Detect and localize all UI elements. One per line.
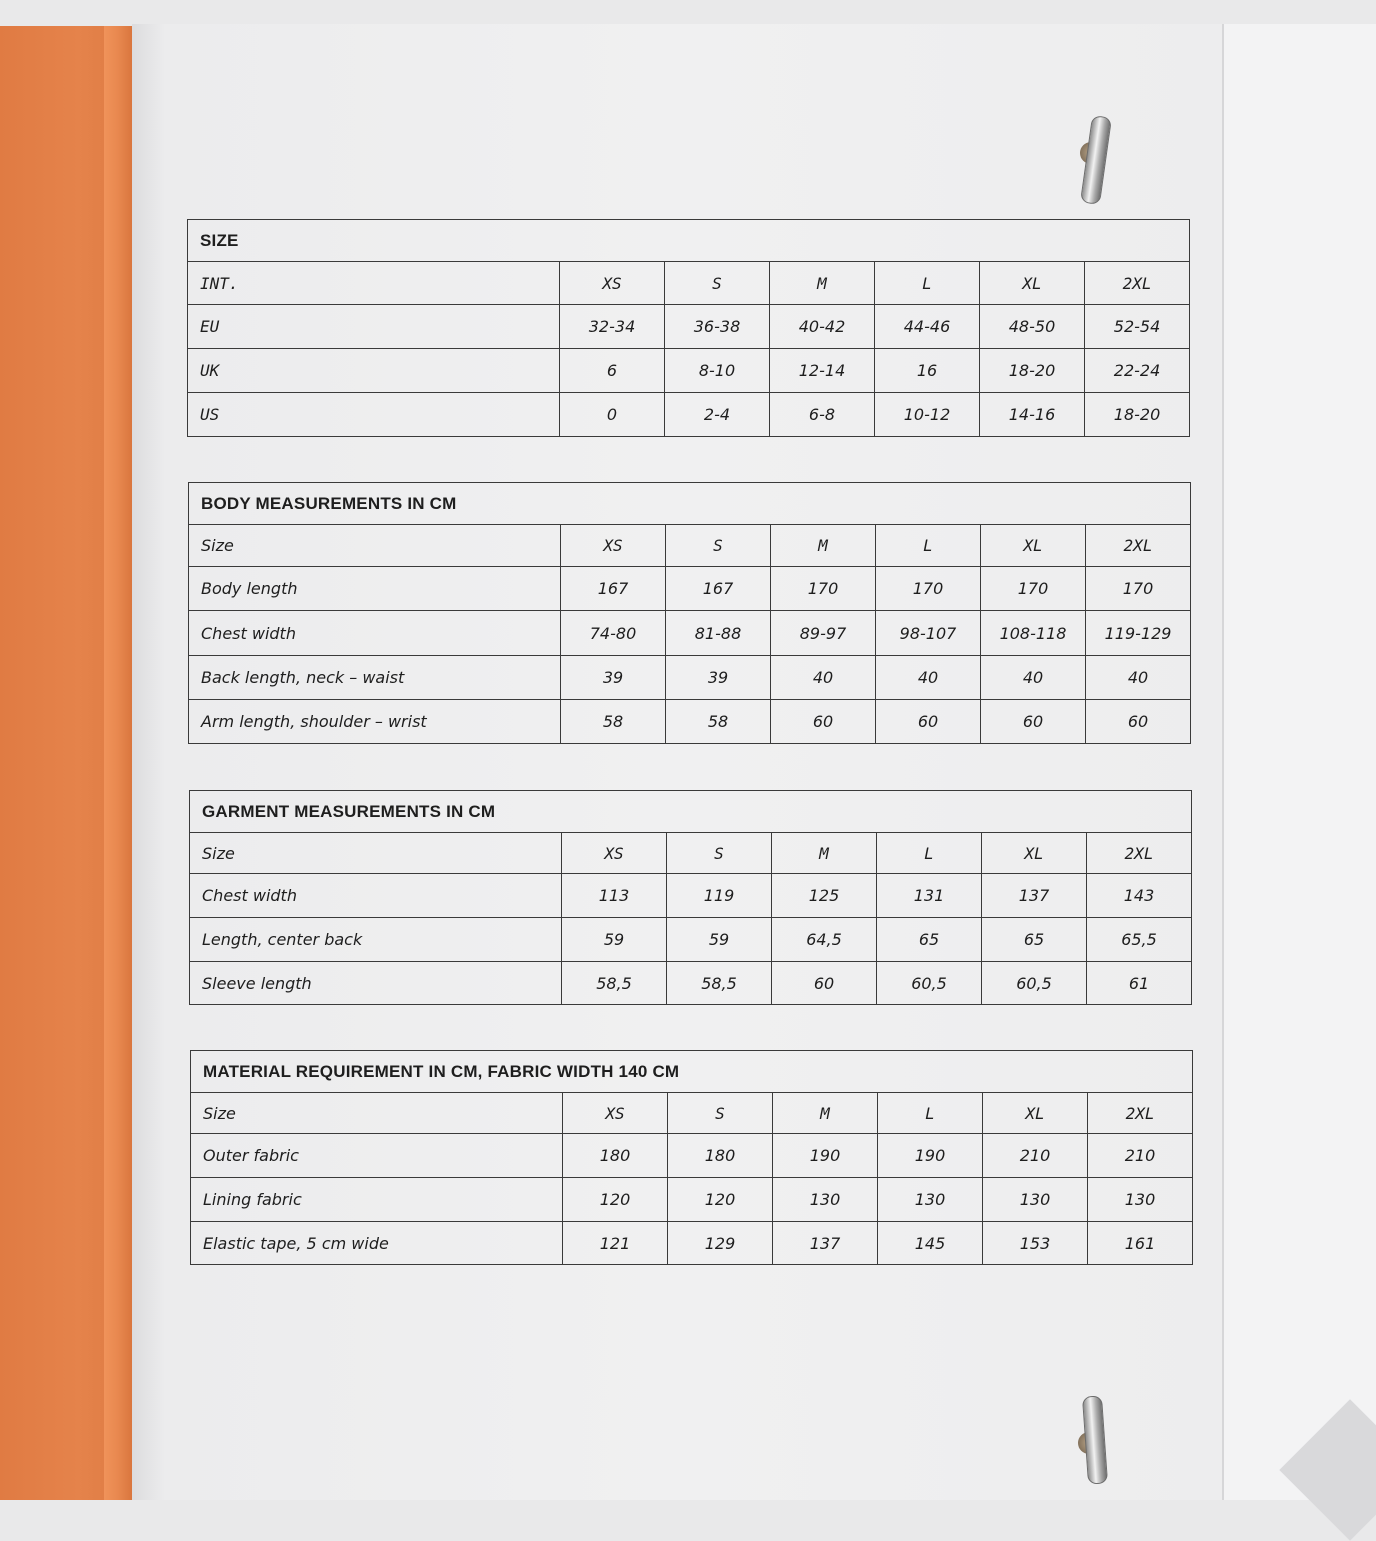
- size-header-cell: XL: [983, 1093, 1088, 1134]
- row-label: Body length: [189, 567, 561, 611]
- table-cell: 130: [878, 1178, 983, 1222]
- table-cell: 190: [773, 1134, 878, 1178]
- table-cell: 121: [563, 1222, 668, 1265]
- table-cell: 65: [877, 918, 982, 962]
- size-header-cell: XL: [982, 833, 1087, 874]
- table-cell: 6: [560, 349, 665, 393]
- row-label: Length, center back: [190, 918, 562, 962]
- table-cell: 120: [563, 1178, 668, 1222]
- table-cell: 2-4: [665, 393, 770, 437]
- table-cell: 81-88: [666, 611, 771, 656]
- size-header-cell: M: [772, 833, 877, 874]
- table-cell: 129: [668, 1222, 773, 1265]
- table-cell: 153: [983, 1222, 1088, 1265]
- table-cell: 18-20: [1085, 393, 1190, 437]
- table-cell: 32-34: [560, 305, 665, 349]
- table-cell: 130: [773, 1178, 878, 1222]
- size-header-cell: 2XL: [1088, 1093, 1193, 1134]
- table-cell: 143: [1087, 874, 1192, 918]
- size-header-cell: S: [667, 833, 772, 874]
- row-label: Sleeve length: [190, 962, 562, 1005]
- table-row: [189, 611, 1191, 656]
- table-row: [188, 393, 1190, 437]
- size-header-cell: L: [877, 833, 982, 874]
- table-cell: 58,5: [667, 962, 772, 1005]
- size-header-cell: XL: [981, 525, 1086, 567]
- table-cell: 170: [876, 567, 981, 611]
- table-cell: 89-97: [771, 611, 876, 656]
- table-cell: 74-80: [561, 611, 666, 656]
- table-cell: 190: [878, 1134, 983, 1178]
- table-cell: 10-12: [875, 393, 980, 437]
- size-header-cell: XS: [563, 1093, 668, 1134]
- table-cell: 44-46: [875, 305, 980, 349]
- table-cell: 119: [667, 874, 772, 918]
- table-cell: 52-54: [1085, 305, 1190, 349]
- table-cell: 130: [1088, 1178, 1193, 1222]
- table-cell: 64,5: [772, 918, 877, 962]
- table-cell: 6-8: [770, 393, 875, 437]
- table-cell: 60: [1086, 700, 1191, 744]
- table-cell: 60: [876, 700, 981, 744]
- table-cell: 167: [666, 567, 771, 611]
- row-label: Elastic tape, 5 cm wide: [191, 1222, 563, 1265]
- table-cell: 167: [561, 567, 666, 611]
- table-cell: 108-118: [981, 611, 1086, 656]
- table-cell: 60: [771, 700, 876, 744]
- table-row: [191, 1222, 1193, 1265]
- table-title: MATERIAL REQUIREMENT IN CM, FABRIC WIDTH 140 CM: [191, 1051, 1193, 1093]
- size-header-cell: M: [773, 1093, 878, 1134]
- row-label: Back length, neck – waist: [189, 656, 561, 700]
- table-cell: 59: [667, 918, 772, 962]
- table-cell: 119-129: [1086, 611, 1191, 656]
- table-cell: 210: [1088, 1134, 1193, 1178]
- table-row: [190, 874, 1192, 918]
- table-row: [191, 1178, 1193, 1222]
- table-cell: 65,5: [1087, 918, 1192, 962]
- table-cell: 16: [875, 349, 980, 393]
- table-header-row: [189, 525, 1191, 567]
- row-label: Size: [191, 1093, 563, 1134]
- table-cell: 18-20: [980, 349, 1085, 393]
- size-header-cell: 2XL: [1085, 262, 1190, 305]
- table-cell: 170: [771, 567, 876, 611]
- table-cell: 36-38: [665, 305, 770, 349]
- table-cell: 39: [666, 656, 771, 700]
- size-header-cell: XS: [560, 262, 665, 305]
- table-cell: 12-14: [770, 349, 875, 393]
- table-cell: 137: [773, 1222, 878, 1265]
- table-cell: 98-107: [876, 611, 981, 656]
- table-cell: 120: [668, 1178, 773, 1222]
- table-cell: 180: [668, 1134, 773, 1178]
- size-header-cell: S: [668, 1093, 773, 1134]
- size-header-cell: 2XL: [1087, 833, 1192, 874]
- material-requirement-table: [190, 1050, 1193, 1265]
- table-cell: 65: [982, 918, 1087, 962]
- table-title: GARMENT MEASUREMENTS IN CM: [190, 791, 1192, 833]
- table-cell: 58,5: [562, 962, 667, 1005]
- size-header-cell: XS: [562, 833, 667, 874]
- table-cell: 58: [666, 700, 771, 744]
- table-cell: 125: [772, 874, 877, 918]
- table-cell: 131: [877, 874, 982, 918]
- table-cell: 180: [563, 1134, 668, 1178]
- table-cell: 145: [878, 1222, 983, 1265]
- row-label: Chest width: [189, 611, 561, 656]
- size-header-cell: L: [878, 1093, 983, 1134]
- table-cell: 60,5: [982, 962, 1087, 1005]
- table-cell: 40: [981, 656, 1086, 700]
- size-header-cell: XL: [980, 262, 1085, 305]
- table-cell: 113: [562, 874, 667, 918]
- table-cell: 170: [1086, 567, 1191, 611]
- table-cell: 40: [876, 656, 981, 700]
- back-page: [1222, 24, 1376, 1500]
- size-table: [187, 219, 1190, 437]
- table-row: [189, 700, 1191, 744]
- row-label: Chest width: [190, 874, 562, 918]
- table-header-row: [188, 262, 1190, 305]
- table-cell: 8-10: [665, 349, 770, 393]
- row-label: EU: [188, 305, 560, 349]
- row-label: Outer fabric: [191, 1134, 563, 1178]
- table-row: [188, 349, 1190, 393]
- size-header-cell: L: [876, 525, 981, 567]
- table-cell: 60: [772, 962, 877, 1005]
- size-header-cell: S: [666, 525, 771, 567]
- table-cell: 40: [1086, 656, 1191, 700]
- size-header-cell: L: [875, 262, 980, 305]
- size-header-cell: M: [770, 262, 875, 305]
- table-cell: 137: [982, 874, 1087, 918]
- folder-cover-edge: [104, 26, 132, 1500]
- row-label: UK: [188, 349, 560, 393]
- table-row: [189, 656, 1191, 700]
- body-measurements-table: [188, 482, 1191, 744]
- table-header-row: [191, 1093, 1193, 1134]
- table-cell: 22-24: [1085, 349, 1190, 393]
- table-cell: 210: [983, 1134, 1088, 1178]
- table-title: BODY MEASUREMENTS IN CM: [189, 483, 1191, 525]
- row-label: Arm length, shoulder – wrist: [189, 700, 561, 744]
- size-header-cell: M: [771, 525, 876, 567]
- table-cell: 40: [771, 656, 876, 700]
- size-header-cell: XS: [561, 525, 666, 567]
- table-cell: 58: [561, 700, 666, 744]
- table-cell: 60: [981, 700, 1086, 744]
- table-cell: 39: [561, 656, 666, 700]
- table-cell: 60,5: [877, 962, 982, 1005]
- table-cell: 170: [981, 567, 1086, 611]
- table-row: [191, 1134, 1193, 1178]
- row-label: Size: [189, 525, 561, 567]
- table-row: [189, 567, 1191, 611]
- table-row: [190, 918, 1192, 962]
- row-label: INT.: [188, 262, 560, 305]
- table-cell: 48-50: [980, 305, 1085, 349]
- table-cell: 0: [560, 393, 665, 437]
- table-cell: 59: [562, 918, 667, 962]
- table-cell: 161: [1088, 1222, 1193, 1265]
- size-header-cell: S: [665, 262, 770, 305]
- table-cell: 14-16: [980, 393, 1085, 437]
- garment-measurements-table: [189, 790, 1192, 1005]
- table-cell: 61: [1087, 962, 1192, 1005]
- row-label: Lining fabric: [191, 1178, 563, 1222]
- size-header-cell: 2XL: [1086, 525, 1191, 567]
- table-row: [188, 305, 1190, 349]
- table-cell: 130: [983, 1178, 1088, 1222]
- table-cell: 40-42: [770, 305, 875, 349]
- table-title: SIZE: [188, 220, 1190, 262]
- table-row: [190, 962, 1192, 1005]
- row-label: US: [188, 393, 560, 437]
- table-header-row: [190, 833, 1192, 874]
- row-label: Size: [190, 833, 562, 874]
